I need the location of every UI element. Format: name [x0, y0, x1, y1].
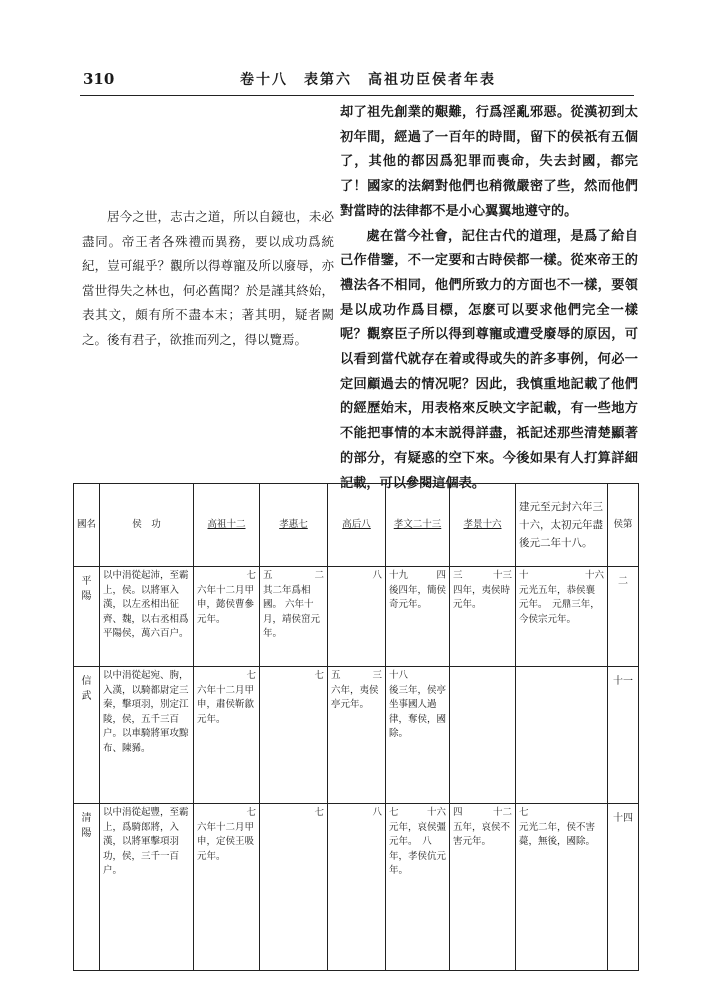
year-count-pair [263, 569, 324, 584]
reign-year-count: 三 [372, 670, 382, 681]
translation-text-column [340, 101, 638, 496]
classical-paragraph: 居今之世，志古之道，所以自鏡也，未必盡同。帝王者各殊禮而異務，要以成功爲統紀，豈可緄乎？觀所以得尊寵及所以廢辱，亦當世得失之林也，何必舊聞？於是謹其終始，表其文，頗有所不盡本末；著其明，疑者闕之。後有君子，欲推而列之，得以覽焉。 [82, 209, 334, 347]
classical-text-column [82, 205, 334, 352]
rank-cell: 十四 [608, 804, 639, 971]
merit-cell: 以中涓從起宛、朐，入漢，以騎都尉定三秦，擊項羽，別定江陵，侯，五千三百户。以車騎將軍攻黥布、陳豨。 [100, 667, 194, 804]
reign-year-count: 十六 [584, 570, 604, 581]
jianyuan-cell [516, 804, 608, 971]
kingdom-name: 清陽 [74, 804, 100, 971]
reign-year-count: 十九 [389, 570, 409, 581]
xiaohui-cell [260, 567, 328, 667]
xiaowen-cell [386, 567, 450, 667]
header-xiaojing: 孝景十六 [450, 484, 516, 567]
merit-cell: 以中涓從起豐，至霸上，爲騎郎將，入漢，以將軍擊項羽功，侯，三千一百户。 [100, 804, 194, 971]
gaozu-cell [194, 667, 260, 804]
reign-year-count: 八 [372, 570, 382, 581]
table-header-row [74, 484, 639, 567]
jianyuan-cell [516, 567, 608, 667]
reign-year-count: 三 [453, 570, 463, 581]
reign-year-count: 十六 [426, 807, 446, 818]
header-gaohou: 高后八 [328, 484, 386, 567]
reign-year-count: 七 [246, 570, 256, 581]
reign-year-count: 七 [519, 807, 529, 818]
page-number: 310 [83, 70, 115, 88]
header-rank: 侯第 [608, 484, 639, 567]
header-rule [80, 95, 634, 96]
table-row [74, 567, 639, 667]
gaohou-cell [328, 567, 386, 667]
header-gaozu: 高祖十二 [194, 484, 260, 567]
header-xiaohui: 孝惠七 [260, 484, 328, 567]
reign-year-count: 八 [372, 807, 382, 818]
jianyuan-cell [516, 667, 608, 804]
reign-year-count: 四 [453, 807, 463, 818]
reign-year-count: 五 [331, 670, 341, 681]
rank-cell: 二 [608, 567, 639, 667]
xiaohui-cell [260, 804, 328, 971]
year-count-pair [389, 806, 446, 821]
reign-entry: 元光五年，恭侯襄元年。 元鼎三年，今侯宗元年。 [519, 584, 600, 625]
header-kingdom: 國名 [74, 484, 100, 567]
reign-entry: 四年，夷侯時元年。 [453, 584, 511, 610]
merit-cell: 以中涓從起沛，至霸上，侯。以將軍入漢，以左丞相出征齊、魏，以右丞相爲平陽侯，萬六百户。 [100, 567, 194, 667]
year-count-pair [453, 569, 512, 584]
kingdom-name: 平陽 [74, 567, 100, 667]
xiaohui-cell [260, 667, 328, 804]
table-row [74, 804, 639, 971]
reign-entry: 六年，夷侯亭元年。 [331, 684, 379, 710]
reign-entry: 後四年，簡侯奇元年。 [389, 584, 447, 610]
reign-entry: 六年十二月甲申，定侯王吸元年。 [197, 821, 255, 862]
reign-year-count: 四 [436, 570, 446, 581]
reign-entry: 元光二年，侯不害薨，無後，國除。 [519, 821, 596, 847]
gaozu-cell [194, 804, 260, 971]
reign-entry: 六年十二月甲申，懿侯曹參元年。 [197, 584, 255, 625]
year-count-pair [453, 806, 512, 821]
xiaojing-cell [450, 667, 516, 804]
year-count-pair [331, 669, 382, 684]
year-count-pair [389, 569, 446, 584]
reign-year-count: 七 [314, 807, 324, 818]
running-header: 卷十八 表第六 高祖功臣侯者年表 [240, 72, 496, 88]
reign-year-count: 十二 [492, 807, 512, 818]
reign-year-count: 五 [263, 570, 273, 581]
reign-year-count: 十三 [492, 570, 512, 581]
reign-year-count: 十八 [389, 670, 409, 681]
gaohou-cell [328, 667, 386, 804]
marquis-ledger-table [73, 483, 639, 971]
rank-cell: 十一 [608, 667, 639, 804]
reign-year-count: 二 [314, 570, 324, 581]
reign-entry: 後三年，侯亭坐事國人過律，奪侯，國除。 [389, 684, 447, 739]
reign-entry: 六年十月，靖侯窋元年。 [263, 599, 321, 639]
reign-year-count: 七 [246, 670, 256, 681]
header-merit: 侯 功 [100, 484, 194, 567]
translation-paragraph-2: 處在當今社會，記住古代的道理，是爲了給自己作借鑒，不一定要和古時侯都一樣。從來帝王的禮法各不相同，他們所致力的方面也不一樣，要領是以成功作爲目標，怎麽可以要求他們完全一樣呢？觀察臣子所以得到尊寵或遭受廢辱的原因，可以看到當代就存在着或得或失的許多事例，何必一定回顧過去的情况呢？因此，我慎重地記載了他們的經歷始末，用表格來反映文字記載，有一些地方不能把事情的本末説得詳盡，祇記述那些清楚顯著的部分，有疑惑的空下來。今後如果有人打算詳細記載，可以參閱這個表。 [340, 228, 638, 491]
table-row [74, 667, 639, 804]
xiaowen-cell [386, 667, 450, 804]
reign-year-count: 十 [519, 570, 529, 581]
reign-entry: 五年，哀侯不害元年。 [453, 821, 511, 847]
reign-entry: 其二年爲相國。 [263, 584, 311, 610]
header-jianyuan: 建元至元封六年三十六，太初元年盡後元二年十八。 [516, 484, 608, 567]
xiaowen-cell [386, 804, 450, 971]
header-xiaowen: 孝文二十三 [386, 484, 450, 567]
gaozu-cell [194, 567, 260, 667]
year-count-pair [519, 569, 604, 584]
xiaojing-cell [450, 804, 516, 971]
gaohou-cell [328, 804, 386, 971]
reign-year-count: 七 [314, 670, 324, 681]
xiaojing-cell [450, 567, 516, 667]
reign-year-count: 七 [246, 807, 256, 818]
reign-year-count: 七 [389, 807, 399, 818]
reign-entry: 六年十二月甲申，肅侯靳歙元年。 [197, 684, 255, 725]
reign-entry: 元年，哀侯彊元年。 八年，孝侯伉元年。 [389, 821, 447, 876]
kingdom-name: 信武 [74, 667, 100, 804]
translation-paragraph-1: 却了祖先創業的艱難，行爲淫亂邪惡。從漢初到太初年間，經過了一百年的時間，留下的侯祇有五個了，其他的都因爲犯罪而喪命，失去封國，都完了！國家的法網對他們也稍微嚴密了些，然而他們對當時的法律都不是小心翼翼地遵守的。 [340, 105, 638, 219]
